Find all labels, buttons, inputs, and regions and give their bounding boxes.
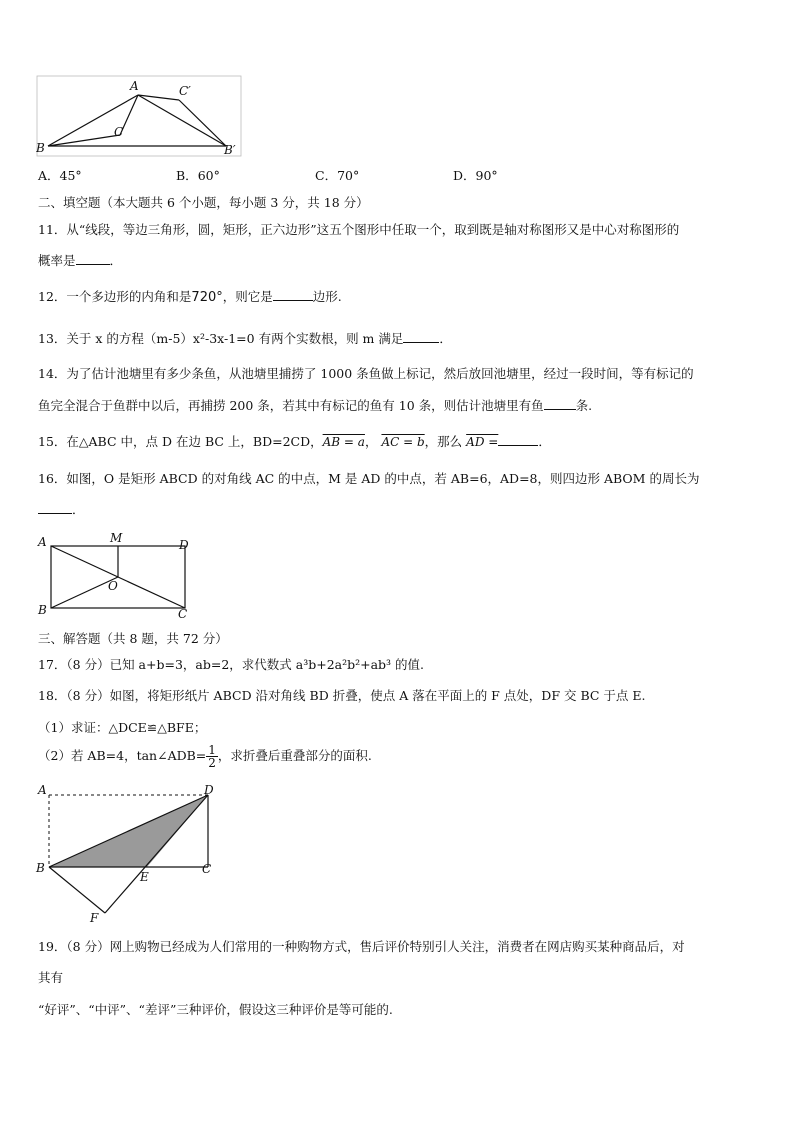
option-c: C．70° — [315, 168, 360, 183]
q14-line2: 鱼完全混合于鱼群中以后，再捕捞 200 条，若其中有标记的鱼有 10 条，则估计池塘里有鱼 条. — [38, 398, 593, 413]
q19-line1: 19．（8 分）网上购物已经成为人们常用的一种购物方式，售后评价特别引人关注，消费者在网店购买某种商品后，对 — [38, 939, 685, 954]
q18-line1: 18．（8 分）如图，将矩形纸片 ABCD 沿对角线 BD 折叠，使点 A 落在平面上的 F 点处，DF 交 BC 于点 E. — [38, 688, 646, 703]
q18-part2: （2）若 AB=4，tan∠ADB= $\frac{1}{2}$ ，求折叠后重叠部分的面积. — [38, 743, 372, 770]
fig2-label-C: C — [178, 607, 188, 620]
section3-title: 三、解答题（共 8 题，共 72 分） — [38, 631, 228, 646]
q19-line3: “好评”、“中评”、“差评”三种评价，假设这三种评价是等可能的. — [38, 1002, 393, 1017]
fig3-label-D: D — [204, 783, 214, 797]
fig1-label-Cprime: C′ — [179, 84, 191, 98]
q11-line1: 11．从“线段，等边三角形，圆，矩形，正六边形”这五个图形中任取一个，取到既是轴对称图形又是中心对称图形的 — [38, 222, 680, 237]
fig2-label-B: B — [38, 603, 47, 617]
q17: 17．（8 分）已知 a+b=3，ab=2，求代数式 a³b+2a²b²+ab³ 的值. — [38, 657, 425, 672]
figure-triangle-rotation — [36, 74, 246, 160]
figure-folded-rectangle — [34, 780, 224, 926]
q11-line2: 概率是 ． — [38, 253, 123, 268]
figure-rectangle-abcd — [36, 532, 196, 620]
q18-part1: （1）求证：△DCE≌△BFE； — [38, 720, 207, 735]
fig3-label-F: F — [90, 911, 99, 925]
fig2-label-D: D — [179, 538, 189, 552]
fig3-label-A: A — [38, 783, 47, 797]
option-a: A．45° — [38, 168, 82, 183]
option-b: B．60° — [176, 168, 220, 183]
fig2-label-A: A — [38, 535, 47, 549]
q16-line2: ． — [38, 500, 85, 518]
q19-line2: 其有 — [38, 970, 64, 985]
section2-title: 二、填空题（本大题共 6 个小题，每小题 3 分，共 18 分） — [38, 195, 369, 210]
fig2-label-M: M — [110, 532, 123, 545]
q14-line1: 14．为了估计池塘里有多少条鱼，从池塘里捕捞了 1000 条鱼做上标记，然后放回池塘里，经过一段时间，等有标记的 — [38, 366, 694, 381]
q15: 15．在△ABC 中，点 D 在边 BC 上，BD=2CD，AB = a， AC = b，那么 AD = ． — [38, 434, 551, 449]
q16-line1: 16．如图，O 是矩形 ABCD 的对角线 AC 的中点，M 是 AD 的中点，若 AB=6，AD=8，则四边形 ABOM 的周长为 — [38, 471, 700, 486]
q13: 13．关于 x 的方程（m-5）x²-3x-1=0 有两个实数根，则 m 满足 ． — [38, 331, 452, 346]
fig3-label-C: C — [202, 862, 212, 876]
fig1-label-Bprime: B′ — [224, 143, 236, 157]
fig1-label-C: C — [114, 125, 124, 139]
option-d: D．90° — [453, 168, 498, 183]
q12: 12．一个多边形的内角和是720°，则它是 边形. — [38, 289, 342, 305]
fig1-label-A: A — [130, 79, 139, 93]
fig1-label-B: B — [36, 141, 45, 155]
fig2-label-O: O — [108, 579, 118, 593]
fraction-one-half: $\frac{1}{2}$ — [208, 743, 216, 770]
fig3-label-E: E — [140, 870, 149, 884]
fig3-label-B: B — [36, 861, 45, 875]
